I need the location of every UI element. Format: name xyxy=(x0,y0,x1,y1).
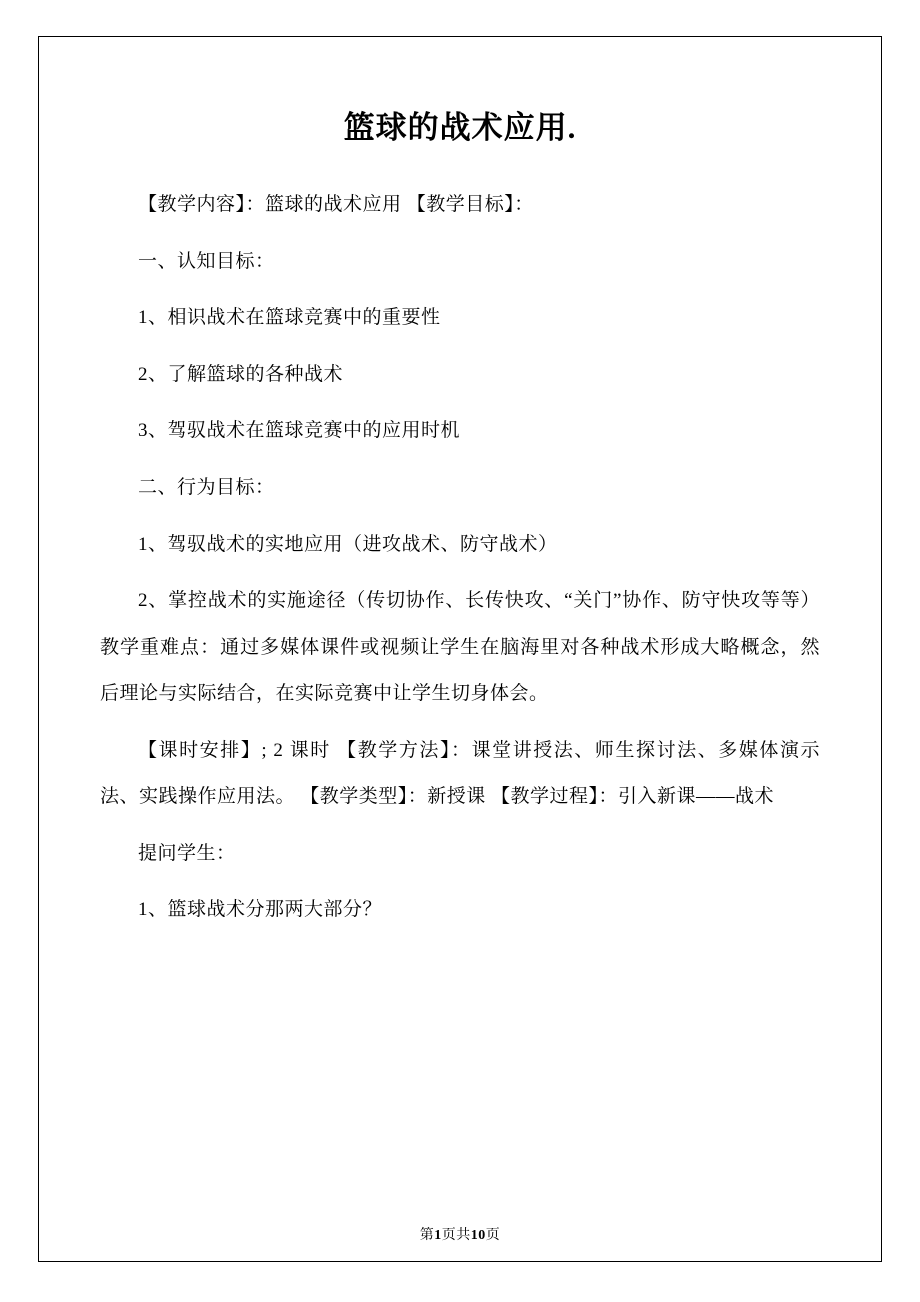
paragraph: 1、驾驭战术的实地应用（进攻战术、防守战术） xyxy=(138,533,558,555)
paragraph: 提问学生： xyxy=(138,842,236,864)
paragraph: 2、掌控战术的实施途径（传切协作、长传快攻、“关门”协作、防守快攻等等） 教学重难点：通过多媒体课件或视频让学生在脑海里对各种战术形成大略概念，然后理论与实际结合，在实际竞赛中让学生切身体会。 xyxy=(100,590,820,705)
page-title: 篮球的战术应用. xyxy=(343,110,577,145)
footer-total-prefix: 共 xyxy=(456,1228,471,1243)
paragraph: 3、驾驭战术在篮球竞赛中的应用时机 xyxy=(138,420,461,442)
footer-page-prefix: 第 xyxy=(419,1228,435,1243)
paragraph: 1、篮球战术分那两大部分？ xyxy=(138,899,383,921)
paragraph: 【教学内容】：篮球的战术应用 【教学目标】： xyxy=(138,194,534,216)
document-body xyxy=(100,90,820,944)
paragraph: 【课时安排】; 2 课时 【教学方法】：课堂讲授法、师生探讨法、多媒体演示法、实践操作应用法。 【教学类型】：新授课 【教学过程】：引入新课——战术 xyxy=(100,739,820,808)
footer-total-suffix: 页 xyxy=(485,1228,501,1243)
paragraph: 二、行为目标： xyxy=(138,477,275,499)
footer-page-number: 1 xyxy=(434,1228,442,1243)
footer-total-number: 10 xyxy=(470,1228,486,1243)
page-footer xyxy=(0,1224,920,1244)
paragraph: 1、相识战术在篮球竞赛中的重要性 xyxy=(138,307,441,329)
paragraph: 2、了解篮球的各种战术 xyxy=(138,363,344,385)
paragraph: 一、认知目标： xyxy=(138,250,275,272)
footer-page-suffix: 页 xyxy=(441,1228,457,1243)
